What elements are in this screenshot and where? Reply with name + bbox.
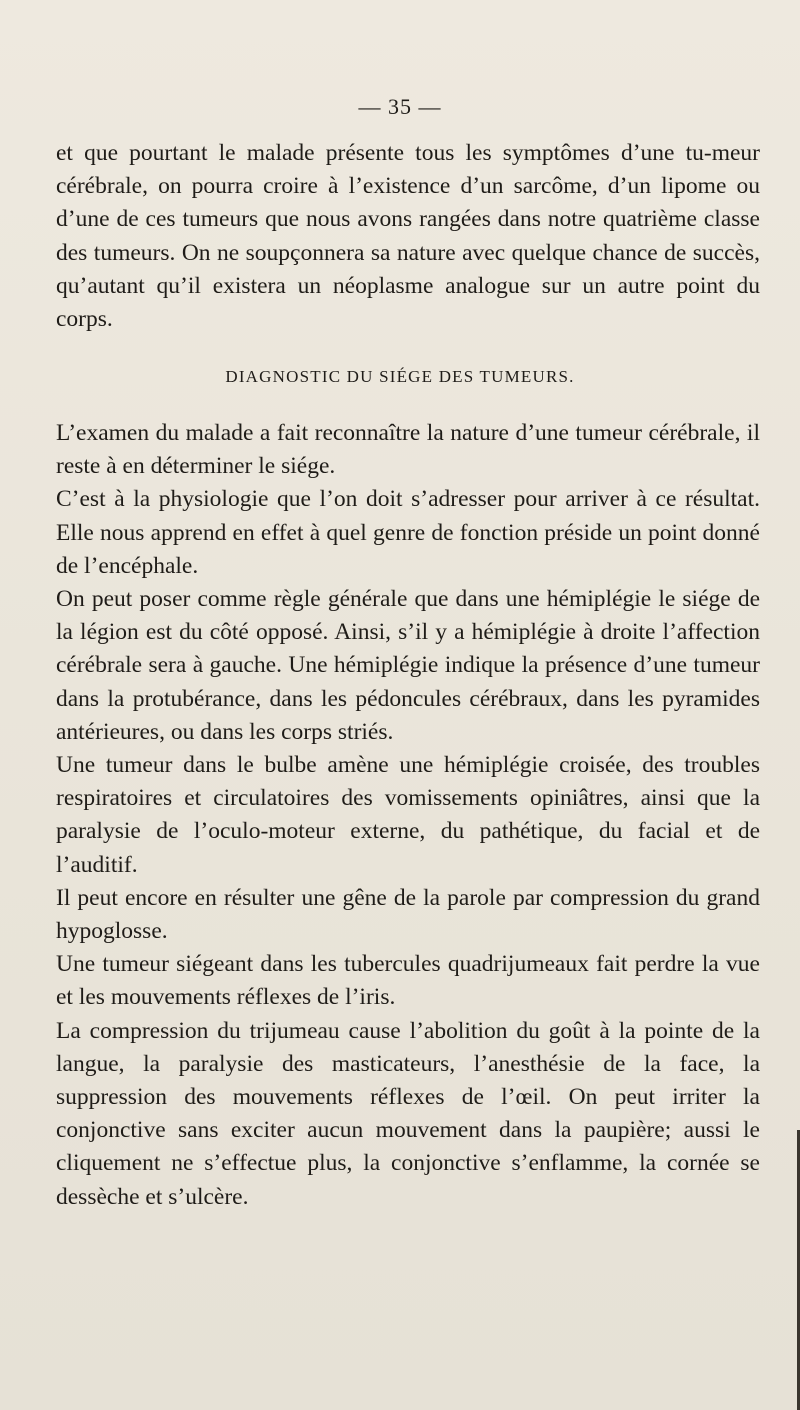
- paragraph: L’examen du malade a fait reconnaître la nature d’une tumeur cérébrale, il reste à en déterminer le siége.: [56, 420, 760, 480]
- paragraph: La compression du trijumeau cause l’abolition du goût à la pointe de la langue, la paralysie des masticateurs, l’anesthésie de la face, la suppression des mouvements réflexes de l’œil. On peut irriter la conjonctive sans exciter aucun mouvement dans la paupière; aussi le cliquement ne s’effectue plus, la conjonctive s’enflamme, la cornée se dessèche et s’ulcère.: [56, 1017, 760, 1210]
- paragraph: Une tumeur siégeant dans les tubercules quadrijumeaux fait perdre la vue et les mouvements réflexes de l’iris.: [56, 951, 760, 1011]
- paragraph: Il peut encore en résulter une gêne de la parole par compression du grand hypoglosse.: [56, 884, 760, 945]
- paragraph: C’est à la physiologie que l’on doit s’adresser pour arriver à ce résultat. Elle nous apprend en effet à quel genre de fonction préside un point donné de l’encéphale.: [56, 486, 760, 579]
- paragraph: Une tumeur dans le bulbe amène une hémiplégie croisée, des troubles respiratoires et circulatoires des vomissements opiniâtres, ainsi que la paralysie de l’oculo-moteur externe, du pathétique, du facial et de l’auditif.: [56, 752, 760, 878]
- main-text-block: [56, 417, 760, 1214]
- page-number: — 35 —: [358, 94, 442, 119]
- intro-paragraph: et que pourtant le malade présente tous les symptômes d’une tu-meur cérébrale, on pourra croire à l’existence d’un sarcôme, d’un lipome ou d’une de ces tumeurs que nous avons rangées dans notre quatrième classe des tumeurs. On ne soupçonnera sa nature avec quelque chance de succès, qu’autant qu’il existera un néoplasme analogue sur un autre point du corps.: [56, 140, 760, 333]
- intro-text-block: [56, 137, 760, 336]
- section-heading: DIAGNOSTIC DU SIÉGE DES TUMEURS.: [225, 367, 575, 386]
- paragraph: On peut poser comme règle générale que dans une hémiplégie le siége de la légion est du côté opposé. Ainsi, s’il y a hémiplégie à droite l’affection cérébrale sera à gauche. Une hémiplégie indique la présence d’une tumeur dans la protubérance, dans les pédoncules cérébraux, dans les pyramides antérieures, ou dans les corps striés.: [56, 586, 760, 745]
